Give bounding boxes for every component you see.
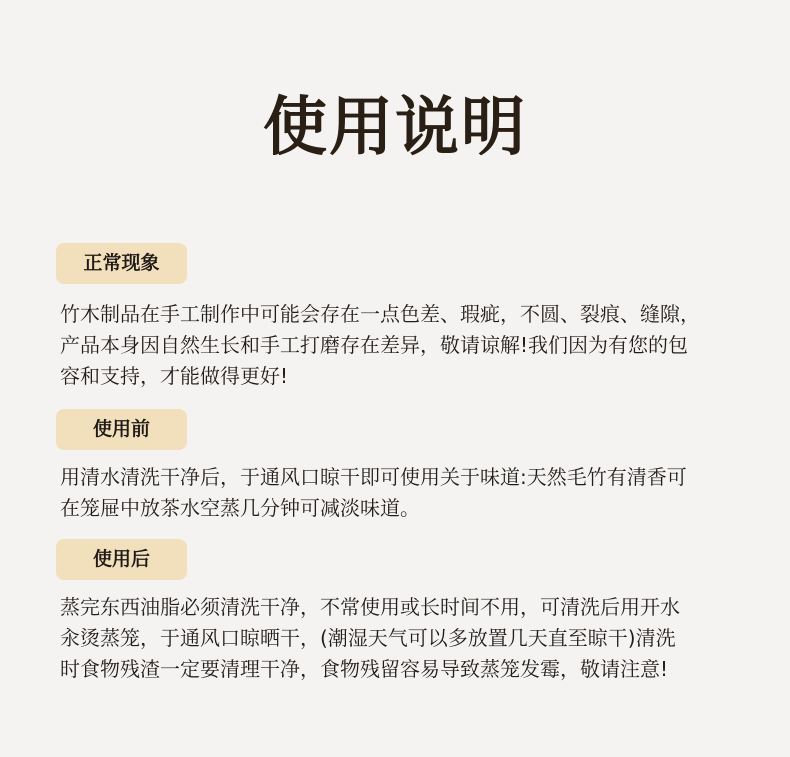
section-tag-after-use: 使用后 bbox=[56, 539, 187, 580]
section-text-before-use: 用清水清洗干净后，于通风口晾干即可使用关于味道:天然毛竹有清香可 在笼屉中放茶水空蒸几分钟可减淡味道。 bbox=[60, 465, 687, 520]
section-tag-before-use: 使用前 bbox=[56, 409, 187, 450]
page-title: 使用说明 bbox=[263, 91, 527, 165]
section-tag-normal-phenomena: 正常现象 bbox=[56, 243, 187, 284]
section-text-normal-phenomena: 竹木制品在手工制作中可能会存在一点色差、瑕疵，不圆、裂痕、缝隙， 产品本身因自然生长和手工打磨存在差异，敬请谅解!我们因为有您的包 容和支持，才能做得更好! bbox=[60, 302, 700, 388]
section-text-after-use: 蒸完东西油脂必须清洗干净，不常使用或长时间不用，可清洗后用开水 汆烫蒸笼，于通风口晾晒干，(潮湿天气可以多放置几天直至晾干)清洗 时食物残渣一定要清理干净，食物残留容易导致蒸笼发霉，敬请注意! bbox=[60, 595, 680, 681]
